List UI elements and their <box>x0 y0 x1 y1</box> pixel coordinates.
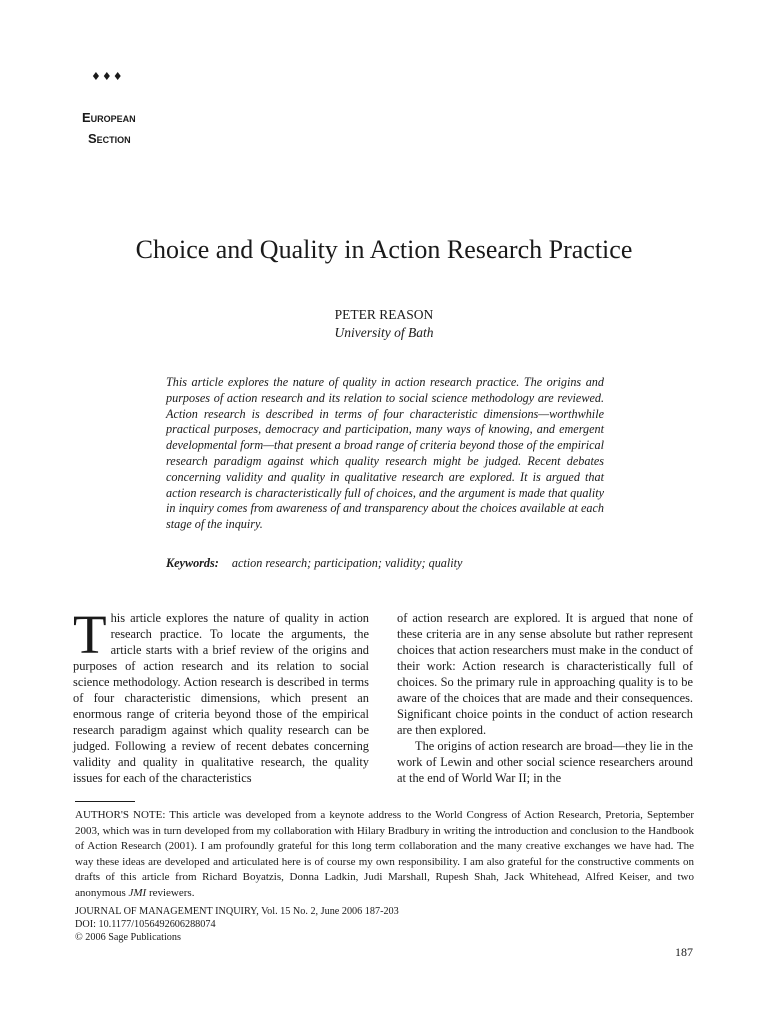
abstract: This article explores the nature of quality in action research practice. The origins and purposes of action research and its relation to social science methodology are reviewed. Action research is described in terms of four characteristic dimensions—worthwhile practical purposes, democracy and participation, many ways of knowing, and emergent developmental form—that present a broad range of criteria beyond those of the empirical research paradigm against which quality research might be judged. Recent debates concerning validity and quality in qualitative research are explored. It is argued that action research is characteristically full of choices, and the argument is made that quality in inquiry comes from awareness of and transparency about the choices available at each stage of the inquiry. <box>166 375 604 532</box>
ornament-diamonds: ♦♦♦ <box>91 70 124 83</box>
keywords-list: action research; participation; validity; quality <box>231 556 463 570</box>
section-label-line2: Section <box>88 131 131 146</box>
author-affiliation: University of Bath <box>334 325 434 340</box>
section-label-line1: European <box>82 110 136 125</box>
author-note-text: AUTHOR'S NOTE: This article was developed from a keynote address to the World Congress of Action Research, Pretoria, September 2003, which was in turn developed from my collaboration with Hilary Bradbury in writing the introduction and conclusion to the Handbook of Action Research (2001). I am profoundly grateful for this long term collaboration and the many creative exchanges we have had. The way these ideas are developed and articulated here is of course my own responsibility. I am also grateful for the constructive comments on drafts of this article from Richard Boyatzis, Donna Ladkin, Judi Marshall, Rupesh Shah, Jack Whitehead, Alfred Keiser, and two anonymous <box>75 809 694 899</box>
copyright: © 2006 Sage Publications <box>75 932 181 944</box>
body-column-right <box>397 610 693 786</box>
page-number: 187 <box>675 945 693 959</box>
author-note-end: reviewers. <box>148 886 195 899</box>
keywords <box>166 555 604 571</box>
footnote-rule <box>75 801 135 802</box>
body-column-left <box>73 604 369 786</box>
publication-info <box>75 905 399 945</box>
journal-citation: JOURNAL OF MANAGEMENT INQUIRY, Vol. 15 No. 2, June 2006 187-203 <box>75 906 399 917</box>
right-column-paragraph-1: of action research are explored. It is argued that none of these criteria are in any sense absolute but rather represent choices that action researchers must make in the conduct of their work: Action research is characteristically full of choices. So the primary rule in approaching quality is to be aware of the choices that are made and their consequences. Significant choice points in the conduct of action research are then explored. <box>397 611 693 737</box>
keywords-label: Keywords: <box>166 556 219 570</box>
drop-cap: T <box>73 604 107 665</box>
author-note <box>75 808 694 902</box>
author-name: PETER REASON <box>334 307 434 322</box>
doi: DOI: 10.1177/1056492606288074 <box>75 919 216 931</box>
left-column-text: his article explores the nature of quality in action research practice. To locate the arguments, the article starts with a brief review of the origins and purposes of action research and its relation to social science methodology. Action research is described in terms of four characteristic dimensions, which present an enormous range of criteria beyond those of the empirical research paradigm against which quality research can be judged. Following a review of recent debates concerning validity and quality in qualitative research, the quality issues for each of the characteristics <box>73 611 369 785</box>
section-label <box>82 107 136 149</box>
article-title: Choice and Quality in Action Research Practice <box>135 235 633 264</box>
right-column-paragraph-2: The origins of action research are broad—they lie in the work of Lewin and other social science researchers around at the end of World War II; in the <box>397 739 693 785</box>
author-note-journal-abbrev: JMI <box>128 886 147 899</box>
